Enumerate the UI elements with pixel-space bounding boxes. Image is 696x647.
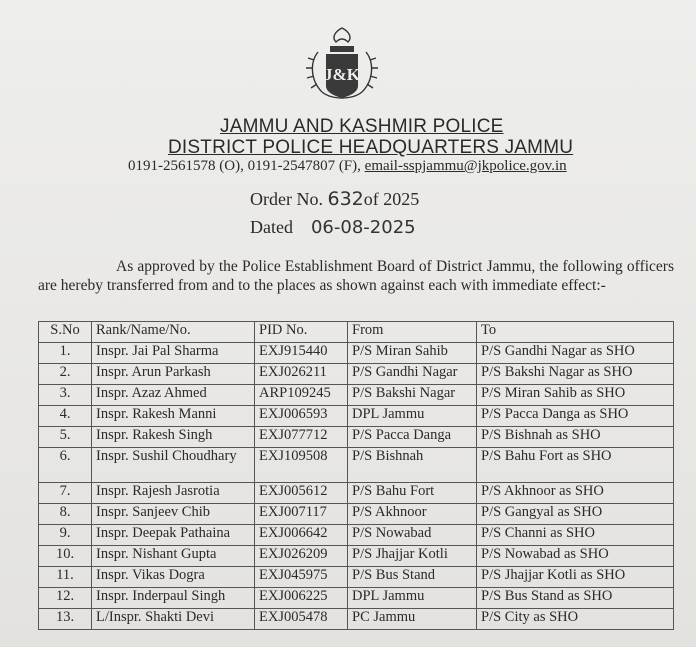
cell-pid: EXJ077712 <box>255 427 348 448</box>
header-pid: PID No. <box>255 322 348 343</box>
cell-to: P/S Akhnoor as SHO <box>477 483 674 504</box>
cell-from: PC Jammu <box>348 609 477 630</box>
header-rank-name: Rank/Name/No. <box>92 322 255 343</box>
cell-name: Inspr. Sanjeev Chib <box>92 504 255 525</box>
cell-name: L/Inspr. Shakti Devi <box>92 609 255 630</box>
phone-numbers: 0191-2561578 (O), 0191-2547807 (F), <box>128 158 365 174</box>
header-sno: S.No <box>39 322 92 343</box>
cell-from: P/S Bakshi Nagar <box>348 385 477 406</box>
cell-name: Inspr. Azaz Ahmed <box>92 385 255 406</box>
jk-police-emblem <box>296 22 388 106</box>
cell-name: Inspr. Nishant Gupta <box>92 546 255 567</box>
table-row <box>39 609 674 630</box>
org-title: JAMMU AND KASHMIR POLICE <box>220 116 504 137</box>
cell-pid: EXJ026211 <box>255 364 348 385</box>
cell-sno: 6. <box>39 448 92 483</box>
cell-pid: EXJ006593 <box>255 406 348 427</box>
cell-to: P/S Bishnah as SHO <box>477 427 674 448</box>
email-link[interactable]: email-sspjammu@jkpolice.gov.in <box>364 158 567 174</box>
cell-to: P/S Bakshi Nagar as SHO <box>477 364 674 385</box>
cell-to: P/S Pacca Danga as SHO <box>477 406 674 427</box>
cell-pid: EXJ006642 <box>255 525 348 546</box>
order-prefix: Order No. <box>250 189 328 209</box>
cell-to: P/S Gangyal as SHO <box>477 504 674 525</box>
cell-pid: EXJ005612 <box>255 483 348 504</box>
cell-pid: ARP109245 <box>255 385 348 406</box>
cell-name: Inspr. Vikas Dogra <box>92 567 255 588</box>
table-row <box>39 427 674 448</box>
table-row <box>39 385 674 406</box>
contact-line <box>128 158 696 175</box>
cell-sno: 11. <box>39 567 92 588</box>
table-row <box>39 567 674 588</box>
cell-name: Inspr. Rakesh Manni <box>92 406 255 427</box>
cell-sno: 1. <box>39 343 92 364</box>
order-year: of 2025 <box>363 189 420 209</box>
transfer-table <box>38 321 674 630</box>
cell-from: P/S Nowabad <box>348 525 477 546</box>
cell-pid: EXJ026209 <box>255 546 348 567</box>
cell-name: Inspr. Rajesh Jasrotia <box>92 483 255 504</box>
table-row <box>39 546 674 567</box>
header-from: From <box>348 322 477 343</box>
table-row <box>39 343 674 364</box>
cell-sno: 3. <box>39 385 92 406</box>
cell-from: P/S Akhnoor <box>348 504 477 525</box>
cell-pid: EXJ006225 <box>255 588 348 609</box>
cell-name: Inspr. Sushil Choudhary <box>92 448 255 483</box>
cell-sno: 7. <box>39 483 92 504</box>
cell-to: P/S Gandhi Nagar as SHO <box>477 343 674 364</box>
cell-from: DPL Jammu <box>348 588 477 609</box>
dated-label: Dated <box>250 217 293 237</box>
cell-name: Inspr. Arun Parkash <box>92 364 255 385</box>
cell-from: P/S Gandhi Nagar <box>348 364 477 385</box>
order-number-line <box>250 188 696 210</box>
cell-sno: 9. <box>39 525 92 546</box>
cell-to: P/S Miran Sahib as SHO <box>477 385 674 406</box>
cell-pid: EXJ005478 <box>255 609 348 630</box>
cell-to: P/S Bus Stand as SHO <box>477 588 674 609</box>
cell-from: P/S Miran Sahib <box>348 343 477 364</box>
cell-sno: 4. <box>39 406 92 427</box>
table-row <box>39 364 674 385</box>
cell-sno: 8. <box>39 504 92 525</box>
cell-from: P/S Bus Stand <box>348 567 477 588</box>
table-row <box>39 483 674 504</box>
order-number: 632 <box>327 188 364 210</box>
cell-from: P/S Bahu Fort <box>348 483 477 504</box>
table-row <box>39 588 674 609</box>
cell-sno: 12. <box>39 588 92 609</box>
cell-pid: EXJ045975 <box>255 567 348 588</box>
cell-pid: EXJ915440 <box>255 343 348 364</box>
table-row <box>39 448 674 483</box>
org-subtitle: DISTRICT POLICE HEADQUARTERS JAMMU <box>168 137 574 158</box>
cell-sno: 13. <box>39 609 92 630</box>
table-row <box>39 406 674 427</box>
emblem-text: J&K <box>324 65 360 84</box>
table-header-row <box>39 322 674 343</box>
cell-to: P/S Bahu Fort as SHO <box>477 448 674 483</box>
cell-to: P/S Channi as SHO <box>477 525 674 546</box>
table-row <box>39 504 674 525</box>
table-row <box>39 525 674 546</box>
cell-name: Inspr. Deepak Pathaina <box>92 525 255 546</box>
cell-from: DPL Jammu <box>348 406 477 427</box>
cell-from: P/S Pacca Danga <box>348 427 477 448</box>
cell-sno: 2. <box>39 364 92 385</box>
order-date: 06-08-2025 <box>310 217 416 238</box>
cell-to: P/S Nowabad as SHO <box>477 546 674 567</box>
cell-name: Inspr. Inderpaul Singh <box>92 588 255 609</box>
cell-to: P/S Jhajjar Kotli as SHO <box>477 567 674 588</box>
cell-sno: 5. <box>39 427 92 448</box>
dated-line <box>250 217 696 238</box>
header-to: To <box>477 322 674 343</box>
cell-name: Inspr. Jai Pal Sharma <box>92 343 255 364</box>
cell-from: P/S Jhajjar Kotli <box>348 546 477 567</box>
cell-pid: EXJ109508 <box>255 448 348 483</box>
cell-name: Inspr. Rakesh Singh <box>92 427 255 448</box>
cell-to: P/S City as SHO <box>477 609 674 630</box>
cell-pid: EXJ007117 <box>255 504 348 525</box>
intro-paragraph: As approved by the Police Establishment Board of District Jammu, the following officers are hereby transferred from and to the places as shown against each with immediate effect:- <box>38 258 674 294</box>
cell-from: P/S Bishnah <box>348 448 477 483</box>
cell-sno: 10. <box>39 546 92 567</box>
